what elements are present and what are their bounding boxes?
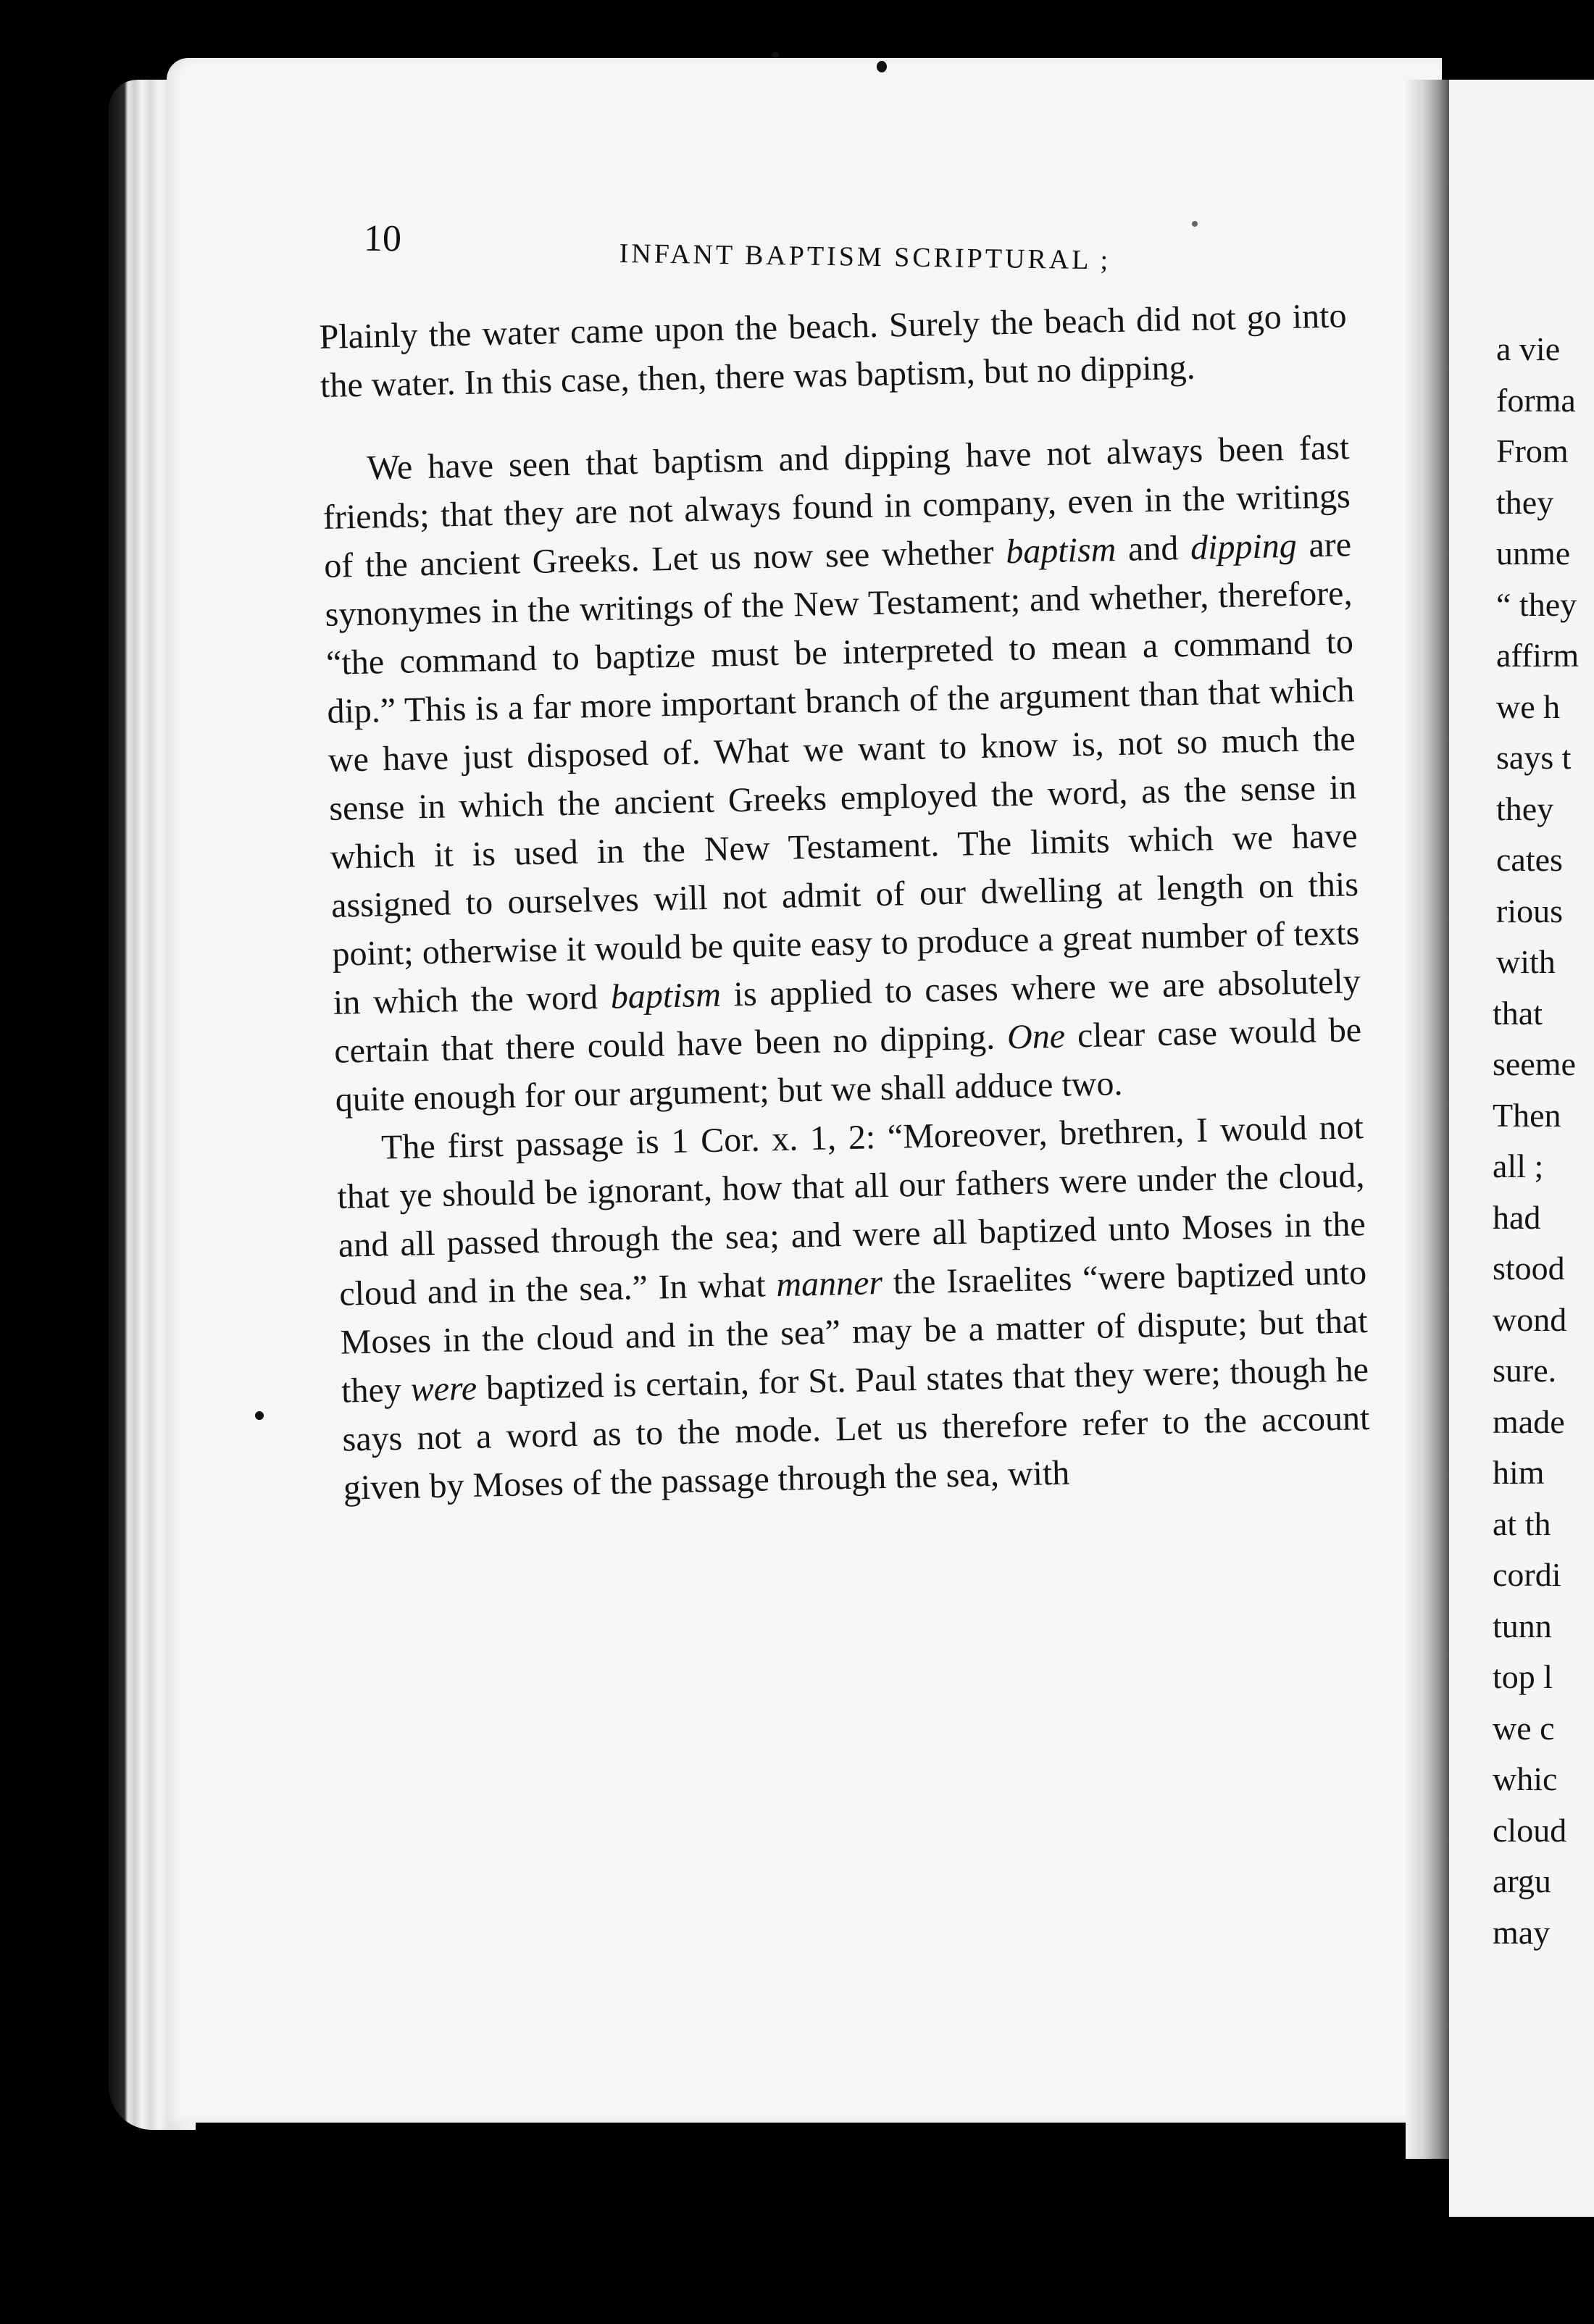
paragraph-1-text: Plainly the water came upon the beach. Surely the beach did not go into the water. In this case, then, there was baptism, but no dipping. — [319, 296, 1347, 405]
paragraph-2-italic-baptism: baptism — [1005, 530, 1117, 572]
paragraph-2 — [322, 423, 1363, 1124]
paragraph-3 — [335, 1103, 1371, 1513]
paragraph-2-text-i: clear case would be quite enough for our argument; but we shall adduce two. — [335, 1011, 1362, 1119]
paragraph-2-text-a: We have seen that baptism and dipping have not always been fast friends; that they are not always found in company, even in the writings of the ancient Greeks. Let us now see whether — [322, 428, 1351, 585]
right-page-line: Then — [1493, 1096, 1561, 1134]
right-page-line: top l — [1493, 1658, 1553, 1695]
scan-speck — [1192, 221, 1198, 227]
right-page-line: sure. — [1493, 1352, 1557, 1389]
paragraph-2-text-g: is applied to cases where we are absolutely certain that there could have been no dipping. — [333, 962, 1361, 1071]
right-page-line: at th — [1493, 1505, 1551, 1542]
right-page-line: wond — [1493, 1300, 1567, 1338]
book-gutter — [1406, 80, 1449, 2159]
paragraph-3-italic-were: were — [410, 1368, 477, 1409]
right-page-line: From — [1496, 432, 1569, 469]
scan-speck — [877, 61, 887, 72]
right-page-line: seeme — [1493, 1045, 1576, 1082]
right-page-line: made — [1493, 1403, 1565, 1440]
right-page-line: had — [1493, 1198, 1541, 1236]
paragraph-2-italic-dipping: dipping — [1190, 526, 1298, 567]
right-page-line: whic — [1493, 1760, 1558, 1797]
paragraph-2-text-e: are synonymes in the writings of the New Testament; and whether, therefore, “the command to baptize must be interpreted to mean a command to dip.” This is a far more important branch of the argument than that which we have just disposed of. What we want to know is, not so much the sense in which the ancient Greeks employed the word, as the sense in which it is used in the New Testament. The limits which we have assigned to ourselves will not admit of our dwelling at length on this point; otherwise it would be quite easy to produce a great number of texts in which the word — [325, 525, 1360, 1022]
right-page-line: rious — [1496, 892, 1563, 929]
right-page-line: we c — [1493, 1709, 1555, 1747]
right-page-line: tunn — [1493, 1607, 1552, 1644]
right-page-line: with — [1496, 943, 1556, 980]
right-page-line: forma — [1496, 381, 1576, 419]
paragraph-3-text-e: baptized is certain, for St. Paul states that they were; though he says not a word as to the mode. Let us therefore refer to the account given by Moses of the passage through the sea, with — [342, 1350, 1370, 1508]
page-number: 10 — [363, 217, 402, 260]
paragraph-2-italic-baptism-2: baptism — [610, 975, 722, 1016]
body-text — [319, 290, 1416, 1513]
right-page-line: says t — [1496, 739, 1572, 776]
paragraph-3-italic-manner: manner — [775, 1263, 883, 1305]
right-page-line: stood — [1493, 1250, 1565, 1287]
right-page-line: argu — [1493, 1863, 1551, 1899]
right-page-line: “ they — [1496, 585, 1577, 623]
paragraph-3-text-c: the Israelites “were baptized unto Moses in the cloud and in the sea” may be a matter of dispute; but that they — [340, 1253, 1369, 1410]
right-page-line: him — [1493, 1454, 1545, 1491]
right-page-line: affirm — [1496, 637, 1580, 674]
paragraph-2-italic-one: One — [1006, 1016, 1066, 1057]
right-page-line: cates — [1496, 841, 1563, 878]
right-page-line: all ; — [1493, 1148, 1544, 1184]
scan-speck — [772, 52, 779, 58]
right-page-line: that — [1493, 994, 1543, 1032]
right-page-line: cordi — [1493, 1556, 1561, 1593]
right-page-line: cloud — [1493, 1811, 1567, 1849]
scan-speck — [255, 1411, 264, 1420]
right-page-line: they — [1496, 483, 1554, 521]
running-head: INFANT BAPTISM SCRIPTURAL ; — [619, 238, 1111, 276]
paragraph-3-text-a: The first passage is 1 Cor. x. 1, 2: “Moreover, brethren, I would not that ye should be ignorant, how that all our fathers were under the cloud, and all passed through the sea; and were all baptized unto Moses in the cloud and in the sea.” In what — [337, 1108, 1366, 1313]
right-page-line: unme — [1496, 535, 1571, 572]
right-page-line: may — [1493, 1913, 1551, 1951]
paragraph-2-text-c: and — [1115, 528, 1191, 569]
right-page-line: we h — [1496, 687, 1561, 725]
right-page-line: they — [1496, 790, 1554, 827]
right-page-line: a vie — [1496, 330, 1561, 367]
